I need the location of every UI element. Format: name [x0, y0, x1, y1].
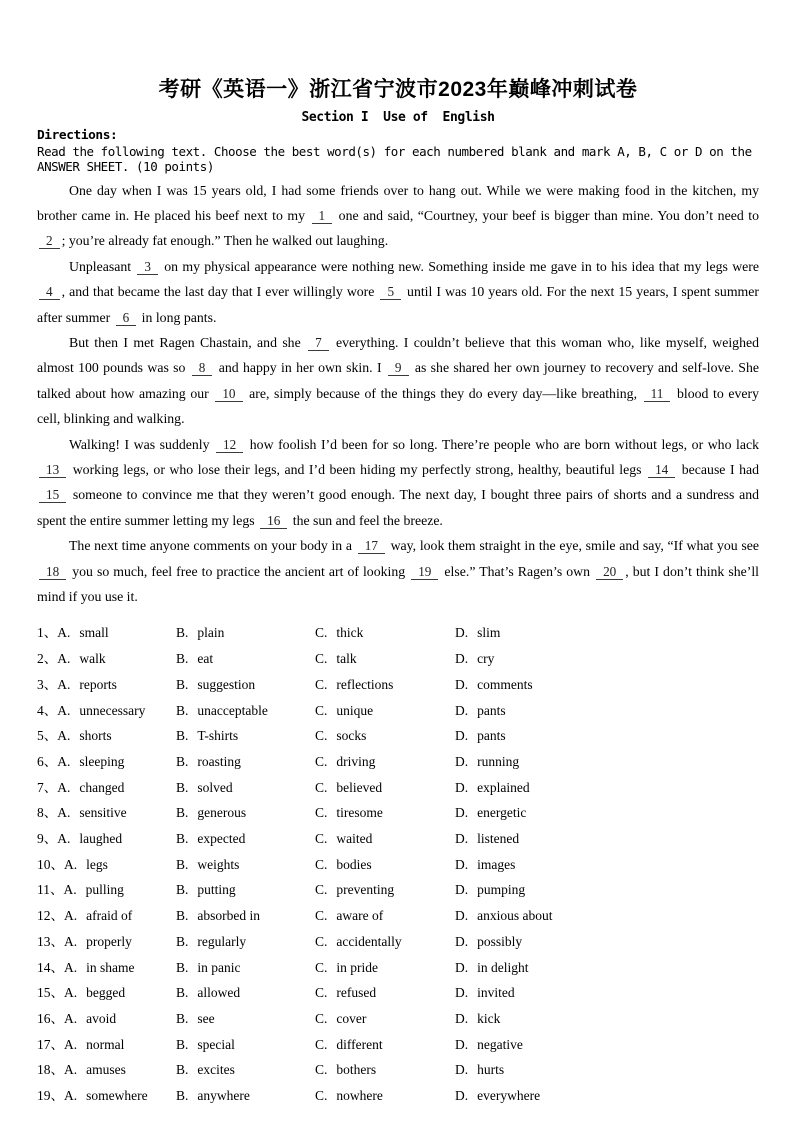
option-letter: D.: [455, 625, 469, 641]
passage-paragraph: But then I met Ragen Chastain, and she 7 everything. I couldn’t believe that this woman who, like myself, weighed almost 100 pounds was so 8 and happy in her own skin. I 9 as she shared her own journey to recovery and self-love. She talked about how amazing our 10 are, simply because of the things they do every day—like breathing, 11 blood to every cell, blinking and walking.: [37, 334, 759, 427]
option-letter: B.: [176, 728, 189, 744]
option-d: [455, 723, 759, 749]
option-text: begged: [86, 985, 126, 1001]
blank-20: 20: [596, 564, 623, 580]
option-b: [176, 929, 315, 955]
option-text: weights: [197, 856, 240, 872]
option-text: unacceptable: [197, 702, 268, 718]
option-letter: C.: [315, 1010, 328, 1026]
option-text: sensitive: [79, 805, 127, 821]
passage: [37, 178, 759, 610]
options-table: [37, 620, 759, 1108]
option-c: [315, 852, 455, 878]
option-b: [176, 1032, 315, 1058]
option-text: images: [477, 856, 516, 872]
option-a: [37, 800, 176, 826]
option-text: tiresome: [336, 805, 383, 821]
blank-7: 7: [308, 335, 329, 351]
option-text: comments: [477, 676, 533, 692]
question-number: 10、: [37, 856, 64, 872]
option-b: [176, 826, 315, 852]
option-row: [37, 698, 759, 724]
option-text: believed: [336, 779, 383, 795]
option-letter: C.: [315, 831, 328, 847]
option-text: invited: [477, 985, 515, 1001]
option-letter: B.: [176, 908, 189, 924]
option-letter: A.: [64, 1036, 78, 1052]
option-letter: B.: [176, 933, 189, 949]
directions-label: Directions:: [37, 128, 118, 143]
option-letter: D.: [455, 1062, 469, 1078]
option-a: [37, 1083, 176, 1109]
option-letter: B.: [176, 753, 189, 769]
question-number: 14、: [37, 959, 64, 975]
option-row: [37, 749, 759, 775]
option-a: [37, 749, 176, 775]
option-letter: D.: [455, 831, 469, 847]
option-text: pants: [477, 702, 506, 718]
blank-2: 2: [39, 233, 60, 249]
option-text: generous: [197, 805, 247, 821]
option-letter: B.: [176, 1010, 189, 1026]
blank-13: 13: [39, 462, 66, 478]
option-text: T-shirts: [197, 728, 239, 744]
option-row: [37, 852, 759, 878]
option-row: [37, 646, 759, 672]
blank-18: 18: [39, 564, 66, 580]
option-letter: C.: [315, 908, 328, 924]
option-b: [176, 1057, 315, 1083]
passage-paragraph: Walking! I was suddenly 12 how foolish I’d been for so long. There’re people who are born without legs, or who lack 13 working legs, or who lose their legs, and I’d been hiding my perfectly strong, healthy, beautiful legs 14 because I had 15 someone to convince me that they weren’t good enough. The next day, I bought three pairs of shorts and a sundress and spent the entire summer letting my legs 16 the sun and feel the breeze.: [37, 436, 759, 528]
option-letter: C.: [315, 933, 328, 949]
option-b: [176, 852, 315, 878]
option-row: [37, 955, 759, 981]
option-d: [455, 1032, 759, 1058]
option-d: [455, 1057, 759, 1083]
option-letter: A.: [57, 831, 71, 847]
option-text: allowed: [197, 985, 241, 1001]
option-text: roasting: [197, 753, 241, 769]
option-row: [37, 723, 759, 749]
option-text: cover: [336, 1010, 367, 1026]
option-text: bodies: [336, 856, 372, 872]
option-letter: C.: [315, 856, 328, 872]
option-row: [37, 1083, 759, 1109]
option-text: in delight: [477, 959, 529, 975]
option-letter: B.: [176, 676, 189, 692]
option-c: [315, 698, 455, 724]
option-text: see: [197, 1010, 215, 1026]
option-text: accidentally: [336, 933, 402, 949]
option-b: [176, 800, 315, 826]
option-letter: C.: [315, 779, 328, 795]
option-b: [176, 775, 315, 801]
option-text: cry: [477, 651, 495, 667]
option-letter: D.: [455, 779, 469, 795]
question-number: 16、: [37, 1010, 64, 1026]
option-text: preventing: [336, 882, 395, 898]
option-letter: A.: [57, 625, 71, 641]
blank-14: 14: [648, 462, 675, 478]
option-a: [37, 698, 176, 724]
option-letter: A.: [64, 908, 78, 924]
option-letter: B.: [176, 831, 189, 847]
option-text: nowhere: [336, 1088, 383, 1104]
option-letter: D.: [455, 933, 469, 949]
option-a: [37, 620, 176, 646]
option-text: amuses: [86, 1062, 126, 1078]
option-text: pants: [477, 728, 506, 744]
option-letter: B.: [176, 959, 189, 975]
option-b: [176, 1083, 315, 1109]
option-c: [315, 1006, 455, 1032]
option-row: [37, 620, 759, 646]
question-number: 12、: [37, 908, 64, 924]
option-letter: C.: [315, 753, 328, 769]
option-row: [37, 903, 759, 929]
option-d: [455, 903, 759, 929]
option-row: [37, 980, 759, 1006]
option-d: [455, 800, 759, 826]
option-text: listened: [477, 831, 520, 847]
option-text: small: [79, 625, 109, 641]
option-a: [37, 852, 176, 878]
option-d: [455, 1083, 759, 1109]
option-text: negative: [477, 1036, 523, 1052]
blank-12: 12: [216, 437, 243, 453]
option-text: special: [197, 1036, 235, 1052]
option-letter: D.: [455, 676, 469, 692]
option-row: [37, 877, 759, 903]
option-c: [315, 1083, 455, 1109]
option-letter: C.: [315, 1036, 328, 1052]
option-text: legs: [86, 856, 108, 872]
option-text: anxious about: [477, 908, 553, 924]
option-c: [315, 749, 455, 775]
option-letter: A.: [64, 856, 78, 872]
question-number: 13、: [37, 933, 64, 949]
option-letter: B.: [176, 985, 189, 1001]
option-text: running: [477, 753, 520, 769]
option-d: [455, 1006, 759, 1032]
option-letter: B.: [176, 1036, 189, 1052]
option-letter: C.: [315, 651, 328, 667]
option-c: [315, 1057, 455, 1083]
option-text: properly: [86, 933, 132, 949]
blank-5: 5: [380, 284, 401, 300]
option-row: [37, 800, 759, 826]
option-d: [455, 826, 759, 852]
blank-11: 11: [644, 386, 671, 402]
option-b: [176, 620, 315, 646]
option-letter: C.: [315, 882, 328, 898]
option-text: reflections: [336, 676, 394, 692]
option-text: solved: [197, 779, 233, 795]
option-d: [455, 955, 759, 981]
option-letter: B.: [176, 856, 189, 872]
option-text: thick: [336, 625, 364, 641]
option-text: walk: [79, 651, 106, 667]
option-c: [315, 980, 455, 1006]
option-letter: C.: [315, 985, 328, 1001]
question-number: 5、: [37, 728, 58, 744]
option-d: [455, 749, 759, 775]
blank-4: 4: [39, 284, 60, 300]
option-text: sleeping: [79, 753, 125, 769]
question-number: 2、: [37, 651, 58, 667]
question-number: 15、: [37, 985, 64, 1001]
option-letter: B.: [176, 1062, 189, 1078]
passage-paragraph: Unpleasant 3 on my physical appearance were nothing new. Something inside me gave in to his idea that my legs were 4 , and that became the last day that I ever willingly wore 5 until I was 10 years old. For the next 15 years, I spent summer after summer 6 in long pants.: [37, 258, 759, 325]
option-letter: D.: [455, 856, 469, 872]
option-text: aware of: [336, 908, 384, 924]
blank-3: 3: [137, 259, 158, 275]
option-letter: C.: [315, 625, 328, 641]
option-letter: C.: [315, 805, 328, 821]
option-letter: D.: [455, 753, 469, 769]
option-letter: C.: [315, 702, 328, 718]
option-a: [37, 672, 176, 698]
blank-16: 16: [260, 513, 287, 529]
option-c: [315, 646, 455, 672]
option-letter: A.: [57, 779, 71, 795]
option-a: [37, 929, 176, 955]
option-letter: D.: [455, 882, 469, 898]
option-a: [37, 826, 176, 852]
option-c: [315, 877, 455, 903]
option-text: expected: [197, 831, 246, 847]
option-c: [315, 1032, 455, 1058]
option-row: [37, 775, 759, 801]
option-a: [37, 877, 176, 903]
option-row: [37, 1006, 759, 1032]
option-a: [37, 903, 176, 929]
option-text: bothers: [336, 1062, 377, 1078]
blank-1: 1: [312, 208, 333, 224]
option-letter: C.: [315, 1062, 328, 1078]
option-a: [37, 1032, 176, 1058]
option-text: normal: [86, 1036, 125, 1052]
option-text: pulling: [85, 882, 124, 898]
question-number: 3、: [37, 676, 58, 692]
question-number: 19、: [37, 1088, 64, 1104]
option-letter: B.: [176, 1088, 189, 1104]
option-a: [37, 980, 176, 1006]
option-letter: A.: [64, 959, 78, 975]
option-letter: B.: [176, 651, 189, 667]
option-text: regularly: [197, 933, 247, 949]
option-text: hurts: [477, 1062, 505, 1078]
blank-15: 15: [39, 487, 66, 503]
option-b: [176, 698, 315, 724]
option-text: slim: [477, 625, 501, 641]
option-d: [455, 929, 759, 955]
option-row: [37, 929, 759, 955]
option-letter: D.: [455, 702, 469, 718]
option-letter: A.: [57, 728, 71, 744]
option-text: plain: [197, 625, 225, 641]
option-letter: C.: [315, 676, 328, 692]
question-number: 9、: [37, 831, 58, 847]
option-a: [37, 775, 176, 801]
option-text: energetic: [477, 805, 527, 821]
question-number: 6、: [37, 753, 58, 769]
option-text: different: [336, 1036, 383, 1052]
option-text: changed: [79, 779, 125, 795]
option-b: [176, 877, 315, 903]
option-d: [455, 852, 759, 878]
option-letter: A.: [57, 805, 71, 821]
option-text: possibly: [477, 933, 523, 949]
blank-10: 10: [215, 386, 242, 402]
option-text: somewhere: [86, 1088, 148, 1104]
page-title: 考研《英语一》浙江省宁波市2023年巅峰冲刺试卷: [158, 78, 638, 101]
option-text: eat: [197, 651, 214, 667]
option-d: [455, 980, 759, 1006]
question-number: 8、: [37, 805, 58, 821]
option-c: [315, 800, 455, 826]
option-c: [315, 620, 455, 646]
blank-6: 6: [116, 310, 137, 326]
passage-paragraph: The next time anyone comments on your body in a 17 way, look them straight in the eye, smile and say, “If what you see 18 you so much, feel free to practice the ancient art of looking 19 else.” That’s Ragen’s own 20 , but I don’t think she’ll mind if you use it.: [37, 538, 760, 604]
option-letter: B.: [176, 805, 189, 821]
option-letter: D.: [455, 1088, 469, 1104]
option-text: in panic: [197, 959, 241, 975]
option-row: [37, 672, 759, 698]
option-letter: D.: [455, 1010, 469, 1026]
option-text: waited: [336, 831, 373, 847]
option-b: [176, 646, 315, 672]
option-a: [37, 1057, 176, 1083]
option-c: [315, 955, 455, 981]
option-c: [315, 775, 455, 801]
option-a: [37, 1006, 176, 1032]
option-text: talk: [336, 651, 357, 667]
option-text: everywhere: [477, 1088, 541, 1104]
option-c: [315, 826, 455, 852]
option-text: excites: [197, 1062, 235, 1078]
option-text: unique: [336, 702, 374, 718]
option-letter: C.: [315, 728, 328, 744]
section-heading: Section I Use of English: [301, 110, 495, 125]
question-number: 17、: [37, 1036, 64, 1052]
option-text: socks: [336, 728, 367, 744]
option-letter: A.: [63, 882, 77, 898]
option-letter: D.: [455, 651, 469, 667]
option-d: [455, 672, 759, 698]
option-letter: A.: [64, 985, 78, 1001]
option-text: suggestion: [197, 676, 256, 692]
option-text: afraid of: [86, 908, 133, 924]
option-b: [176, 749, 315, 775]
option-letter: A.: [57, 753, 71, 769]
question-number: 11、: [37, 882, 64, 898]
option-c: [315, 929, 455, 955]
option-letter: D.: [455, 908, 469, 924]
blank-8: 8: [192, 360, 213, 376]
blank-19: 19: [411, 564, 438, 580]
option-text: unnecessary: [79, 702, 146, 718]
question-number: 7、: [37, 779, 58, 795]
option-d: [455, 698, 759, 724]
option-row: [37, 1057, 759, 1083]
option-b: [176, 903, 315, 929]
option-letter: B.: [176, 702, 189, 718]
option-text: laughed: [79, 831, 123, 847]
option-a: [37, 646, 176, 672]
option-d: [455, 620, 759, 646]
option-c: [315, 723, 455, 749]
option-b: [176, 980, 315, 1006]
option-letter: D.: [455, 959, 469, 975]
question-number: 18、: [37, 1062, 64, 1078]
option-letter: D.: [455, 1036, 469, 1052]
option-c: [315, 672, 455, 698]
option-d: [455, 877, 759, 903]
option-letter: A.: [64, 1062, 78, 1078]
option-text: shorts: [79, 728, 112, 744]
option-text: reports: [79, 676, 117, 692]
option-a: [37, 723, 176, 749]
option-letter: C.: [315, 959, 328, 975]
option-text: in pride: [336, 959, 379, 975]
option-text: avoid: [86, 1010, 117, 1026]
option-text: absorbed in: [197, 908, 260, 924]
option-letter: B.: [176, 882, 189, 898]
option-text: pumping: [477, 882, 526, 898]
directions-text: Read the following text. Choose the best word(s) for each numbered blank and mark A, B, C or D on the ANSWER SHEET. (10 points): [37, 143, 752, 174]
option-b: [176, 672, 315, 698]
option-text: putting: [197, 882, 236, 898]
option-row: [37, 1032, 759, 1058]
option-a: [37, 955, 176, 981]
option-letter: D.: [455, 805, 469, 821]
passage-paragraph: One day when I was 15 years old, I had some friends over to hang out. While we were making food in the kitchen, my brother came in. He placed his beef next to my 1 one and said, “Courtney, your beef is bigger than mine. You don’t need to 2 ; you’re already fat enough.” Then he walked out laughing.: [37, 182, 759, 249]
option-d: [455, 775, 759, 801]
option-letter: A.: [57, 676, 71, 692]
option-row: [37, 826, 759, 852]
blank-17: 17: [358, 538, 385, 554]
option-text: in shame: [86, 959, 135, 975]
option-b: [176, 723, 315, 749]
option-text: explained: [477, 779, 530, 795]
option-letter: A.: [57, 702, 71, 718]
option-letter: D.: [455, 985, 469, 1001]
option-text: kick: [477, 1010, 501, 1026]
option-letter: B.: [176, 779, 189, 795]
option-text: anywhere: [197, 1088, 250, 1104]
option-b: [176, 955, 315, 981]
option-text: refused: [336, 985, 377, 1001]
option-b: [176, 1006, 315, 1032]
option-letter: A.: [64, 933, 78, 949]
option-c: [315, 903, 455, 929]
option-letter: D.: [455, 728, 469, 744]
option-letter: B.: [176, 625, 189, 641]
option-letter: C.: [315, 1088, 328, 1104]
question-number: 4、: [37, 702, 58, 718]
blank-9: 9: [388, 360, 409, 376]
option-letter: A.: [57, 651, 71, 667]
option-letter: A.: [64, 1088, 78, 1104]
option-text: driving: [336, 753, 376, 769]
option-letter: A.: [64, 1010, 78, 1026]
option-d: [455, 646, 759, 672]
question-number: 1、: [37, 625, 58, 641]
